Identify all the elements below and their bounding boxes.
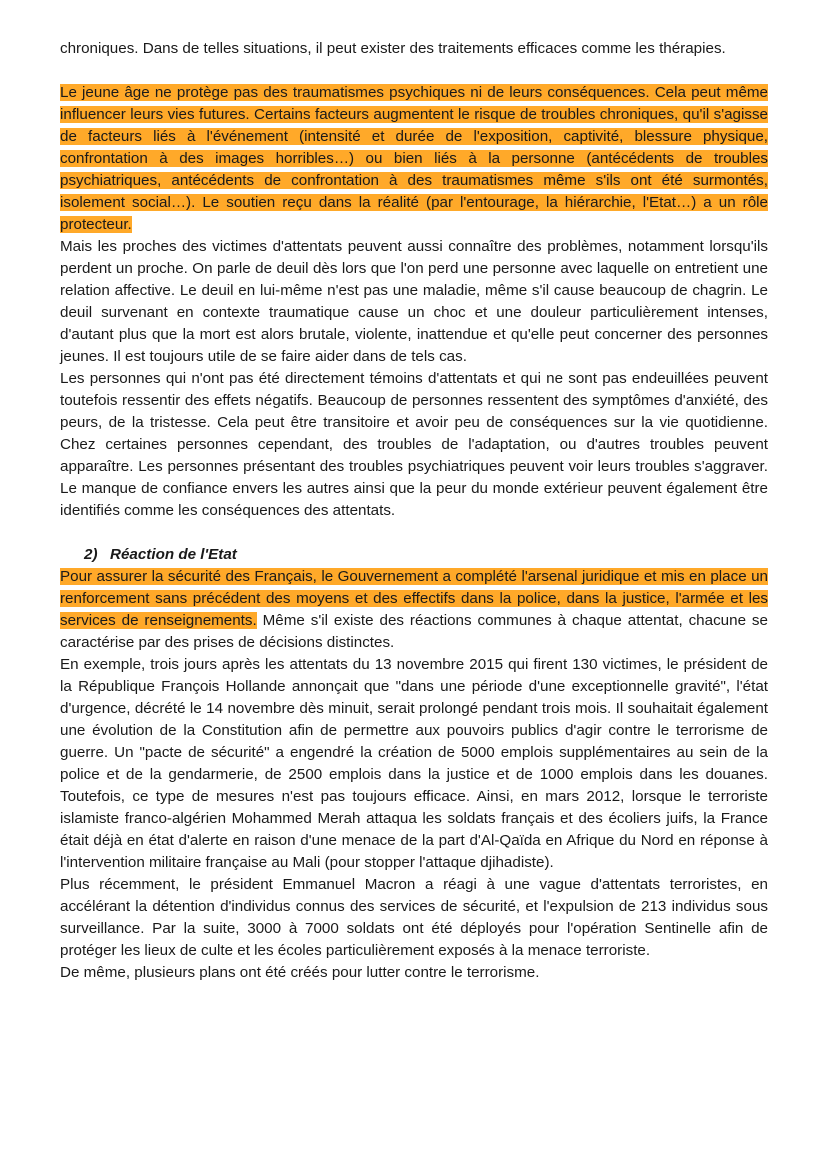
document-page bbox=[60, 38, 768, 984]
paragraph-plans: De même, plusieurs plans ont été créés pour lutter contre le terrorisme. bbox=[60, 964, 540, 981]
paragraph-gap bbox=[60, 60, 768, 82]
highlighted-text: Pour assurer la sécurité des Français, le Gouvernement a complété l'arsenal juridique et mis en place un renforcement sans précédent des moyens et des effectifs dans la police, dans la justice, l'armée et les services de renseignements. bbox=[60, 568, 768, 629]
section-title: Réaction de l'Etat bbox=[110, 546, 237, 563]
paragraph-effets-negatifs: Les personnes qui n'ont pas été directement témoins d'attentats et qui ne sont pas endeuillées peuvent toutefois ressentir des effets négatifs. Beaucoup de personnes ressentent des symptômes d'anxiété, des peurs, de la tristesse. Cela peut être transitoire et avoir peu de conséquences sur la vie quotidienne. Chez certaines personnes cependant, des troubles de l'adaptation, ou d'autres troubles peuvent apparaître. Les personnes présentant des troubles psychiatriques peuvent voir leurs troubles s'aggraver. Le manque de confiance envers les autres ainsi que la peur du monde extérieur peuvent également être identifiés comme les conséquences des attentats. bbox=[60, 370, 768, 519]
paragraph-gap bbox=[60, 522, 768, 544]
paragraph-securite bbox=[60, 566, 768, 654]
section-heading bbox=[60, 544, 768, 566]
paragraph-text: Même s'il existe des réactions communes à chaque attentat, chacune se caractérise par des prises de décisions distinctes. bbox=[60, 612, 768, 651]
paragraph-macron: Plus récemment, le président Emmanuel Macron a réagi à une vague d'attentats terroristes, en accélérant la détention d'individus connus des services de sécurité, et l'expulsion de 213 individus sous surveillance. Par la suite, 3000 à 7000 soldats ont été déployés pour l'opération Sentinelle afin de protéger les lieux de culte et les écoles particulièrement exposés à la menace terroriste. bbox=[60, 876, 768, 959]
paragraph-therapies: chroniques. Dans de telles situations, il peut exister des traitements efficaces comme les thérapies. bbox=[60, 40, 726, 57]
section-number: 2) bbox=[84, 546, 98, 563]
paragraph-hollande: En exemple, trois jours après les attentats du 13 novembre 2015 qui firent 130 victimes, le président de la République François Hollande annonçait que "dans une période d'une exceptionnelle gravité", l'état d'urgence, décrété le 14 novembre dès minuit, serait prolongé pendant trois mois. Il souhaitait également une évolution de la Constitution afin de permettre aux pouvoirs publics d'agir contre le terrorisme de guerre. Un "pacte de sécurité" a engendré la création de 5000 emplois supplémentaires au sein de la police et de la gendarmerie, de 2500 emplois dans la justice et de 1000 emplois dans les douanes. Toutefois, ce type de mesures n'est pas toujours efficace. Ainsi, en mars 2012, lorsque le terroriste islamiste franco-algérien Mohammed Merah attaqua les soldats français et des écoliers juifs, la France était déjà en état d'alerte en raison d'une menace de la part d'Al-Qaïda en Afrique du Nord en réponse à l'intervention militaire française au Mali (pour stopper l'attaque djihadiste). bbox=[60, 656, 768, 871]
highlighted-text: Le jeune âge ne protège pas des traumatismes psychiques ni de leurs conséquences. Cela peut même influencer leurs vies futures. Certains facteurs augmentent le risque de troubles chroniques, qu'il s'agisse de facteurs liés à l'événement (intensité et durée de l'exposition, captivité, blessure physique, confrontation à des images horribles…) ou bien liés à la personne (antécédents de troubles psychiatriques, antécédents de confrontation à des traumatismes même s'ils ont été surmontés, isolement social…). Le soutien reçu dans la réalité (par l'entourage, la hiérarchie, l'Etat…) a un rôle protecteur. bbox=[60, 84, 768, 233]
paragraph-jeune-age bbox=[60, 82, 768, 236]
paragraph-deuil: Mais les proches des victimes d'attentats peuvent aussi connaître des problèmes, notamment lorsqu'ils perdent un proche. On parle de deuil dès lors que l'on perd une personne avec laquelle on entretient une relation affective. Le deuil en lui-même n'est pas une maladie, même s'il cause beaucoup de chagrin. Le deuil survenant en contexte traumatique cause un choc et une douleur particulièrement intenses, d'autant plus que la mort est alors brutale, violente, inattendue et qu'elle peut concerner des personnes jeunes. Il est toujours utile de se faire aider dans de tels cas. bbox=[60, 238, 768, 365]
